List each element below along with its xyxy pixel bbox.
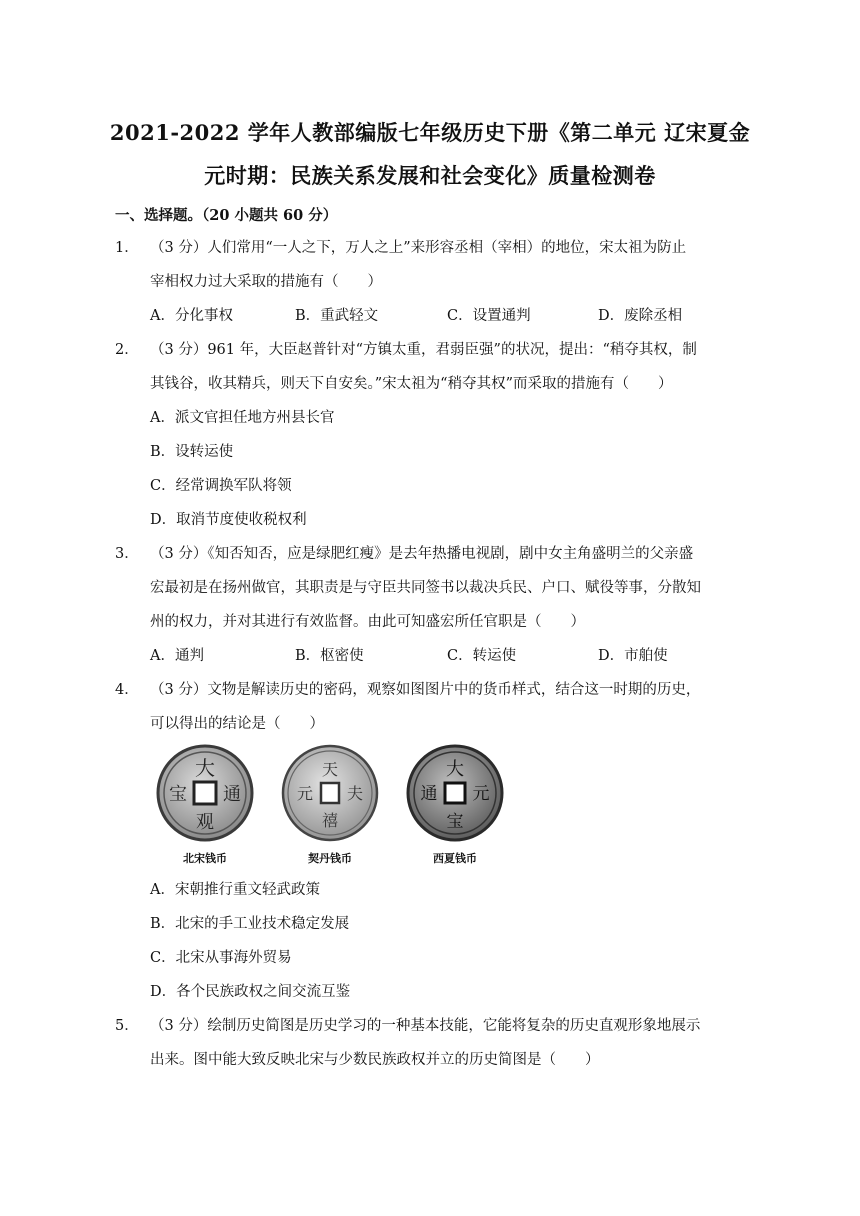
western-xia-coin-image: [400, 738, 510, 848]
question-3-stem-line-1: （3 分）《知否知否，应是绿肥红瘦》是去年热播电视剧，剧中女主角盛明兰的父亲盛: [150, 546, 694, 562]
question-2-option-c[interactable]: C．经常调换军队将领: [150, 478, 292, 494]
coin-char-right: 元: [472, 784, 490, 804]
question-2-stem-line-1: （3 分）961 年，大臣赵普针对“方镇太重，君弱臣强”的状况，提出：“稍夺其权，制: [150, 342, 697, 358]
question-3-option-a[interactable]: A．通判: [150, 648, 204, 664]
coin-char-top: 天: [321, 760, 339, 779]
khitan-coin: [275, 738, 385, 866]
question-4-option-a[interactable]: A．宋朝推行重文轻武政策: [150, 882, 320, 898]
coin-char-left: 宝: [169, 784, 187, 805]
question-2-option-d[interactable]: D．取消节度使收税权利: [150, 512, 307, 528]
question-3-option-d[interactable]: D．市舶使: [598, 648, 668, 664]
coin-figure: [150, 738, 495, 866]
question-1-stem-line-2: 宰相权力过大采取的措施有（ ）: [150, 274, 382, 290]
coin-char-top: 大: [446, 759, 464, 780]
question-5-stem-line-2: 出来。图中能大致反映北宋与少数民族政权并立的历史简图是（ ）: [150, 1052, 600, 1068]
question-1-number: 1．: [115, 240, 139, 256]
coin-char-top: 大: [195, 756, 215, 780]
coin-char-bottom: 宝: [446, 812, 464, 832]
question-2-option-b[interactable]: B．设转运使: [150, 444, 234, 460]
coin-char-bottom: 禧: [321, 811, 339, 830]
question-4-option-b[interactable]: B．北宋的手工业技术稳定发展: [150, 916, 350, 932]
western-xia-coin: [400, 738, 510, 866]
question-5-number: 5．: [115, 1018, 139, 1034]
question-2-number: 2．: [115, 342, 139, 358]
northern-song-coin-image: [150, 738, 260, 848]
question-4-stem-line-2: 可以得出的结论是（ ）: [150, 716, 324, 732]
question-1-options: [150, 304, 750, 324]
question-3-stem-line-3: 州的权力，并对其进行有效监督。由此可知盛宏所任官职是（ ）: [150, 614, 585, 630]
question-5-stem-line-1: （3 分）绘制历史简图是历史学习的一种基本技能，它能将复杂的历史直观形象地展示: [150, 1018, 701, 1034]
section-heading: 一、选择题。（20 小题共 60 分）: [115, 207, 338, 224]
coin-char-bottom: 观: [196, 812, 214, 833]
exam-title-line-1: 2021-2022 学年人教部编版七年级历史下册《第二单元 辽宋夏金: [109, 120, 751, 145]
question-2-option-a[interactable]: A．派文官担任地方州县长官: [150, 410, 335, 426]
khitan-coin-image: [275, 738, 385, 848]
question-1-option-b[interactable]: B．重武轻文: [295, 308, 379, 324]
question-3-option-c[interactable]: C．转运使: [447, 648, 517, 664]
question-3-number: 3．: [115, 546, 139, 562]
question-1-option-c[interactable]: C．设置通判: [447, 308, 531, 324]
question-4-option-c[interactable]: C．北宋从事海外贸易: [150, 950, 292, 966]
question-3-stem-line-2: 宏最初是在扬州做官，其职责是与守臣共同签书以裁决兵民、户口、赋役等事，分散知: [150, 580, 701, 596]
coin-char-right: 通: [223, 784, 241, 805]
question-4-number: 4．: [115, 682, 139, 698]
question-3-options: [150, 644, 750, 664]
western-xia-coin-caption: 西夏钱币: [433, 852, 477, 865]
coin-char-left: 通: [420, 784, 438, 804]
northern-song-coin-caption: 北宋钱币: [183, 852, 227, 865]
coin-char-left: 元: [296, 784, 314, 803]
coin-char-right: 夫: [346, 784, 364, 803]
question-2-stem-line-2: 其钱谷，收其精兵，则天下自安矣。”宋太祖为“稍夺其权”而采取的措施有（ ）: [150, 376, 673, 392]
question-4-option-d[interactable]: D．各个民族政权之间交流互鉴: [150, 984, 351, 1000]
khitan-coin-caption: 契丹钱币: [308, 852, 352, 865]
question-1-stem-line-1: （3 分）人们常用“一人之下，万人之上”来形容丞相（宰相）的地位，宋太祖为防止: [150, 240, 687, 256]
question-3-option-b[interactable]: B．枢密使: [295, 648, 364, 664]
question-4-stem-line-1: （3 分）文物是解读历史的密码，观察如图图片中的货币样式，结合这一时期的历史，: [150, 682, 701, 698]
exam-title-line-2: 元时期：民族关系发展和社会变化》质量检测卷: [204, 163, 656, 188]
question-1-option-d[interactable]: D．废除丞相: [598, 308, 683, 324]
question-1-option-a[interactable]: A．分化事权: [150, 308, 233, 324]
northern-song-coin: [150, 738, 260, 866]
